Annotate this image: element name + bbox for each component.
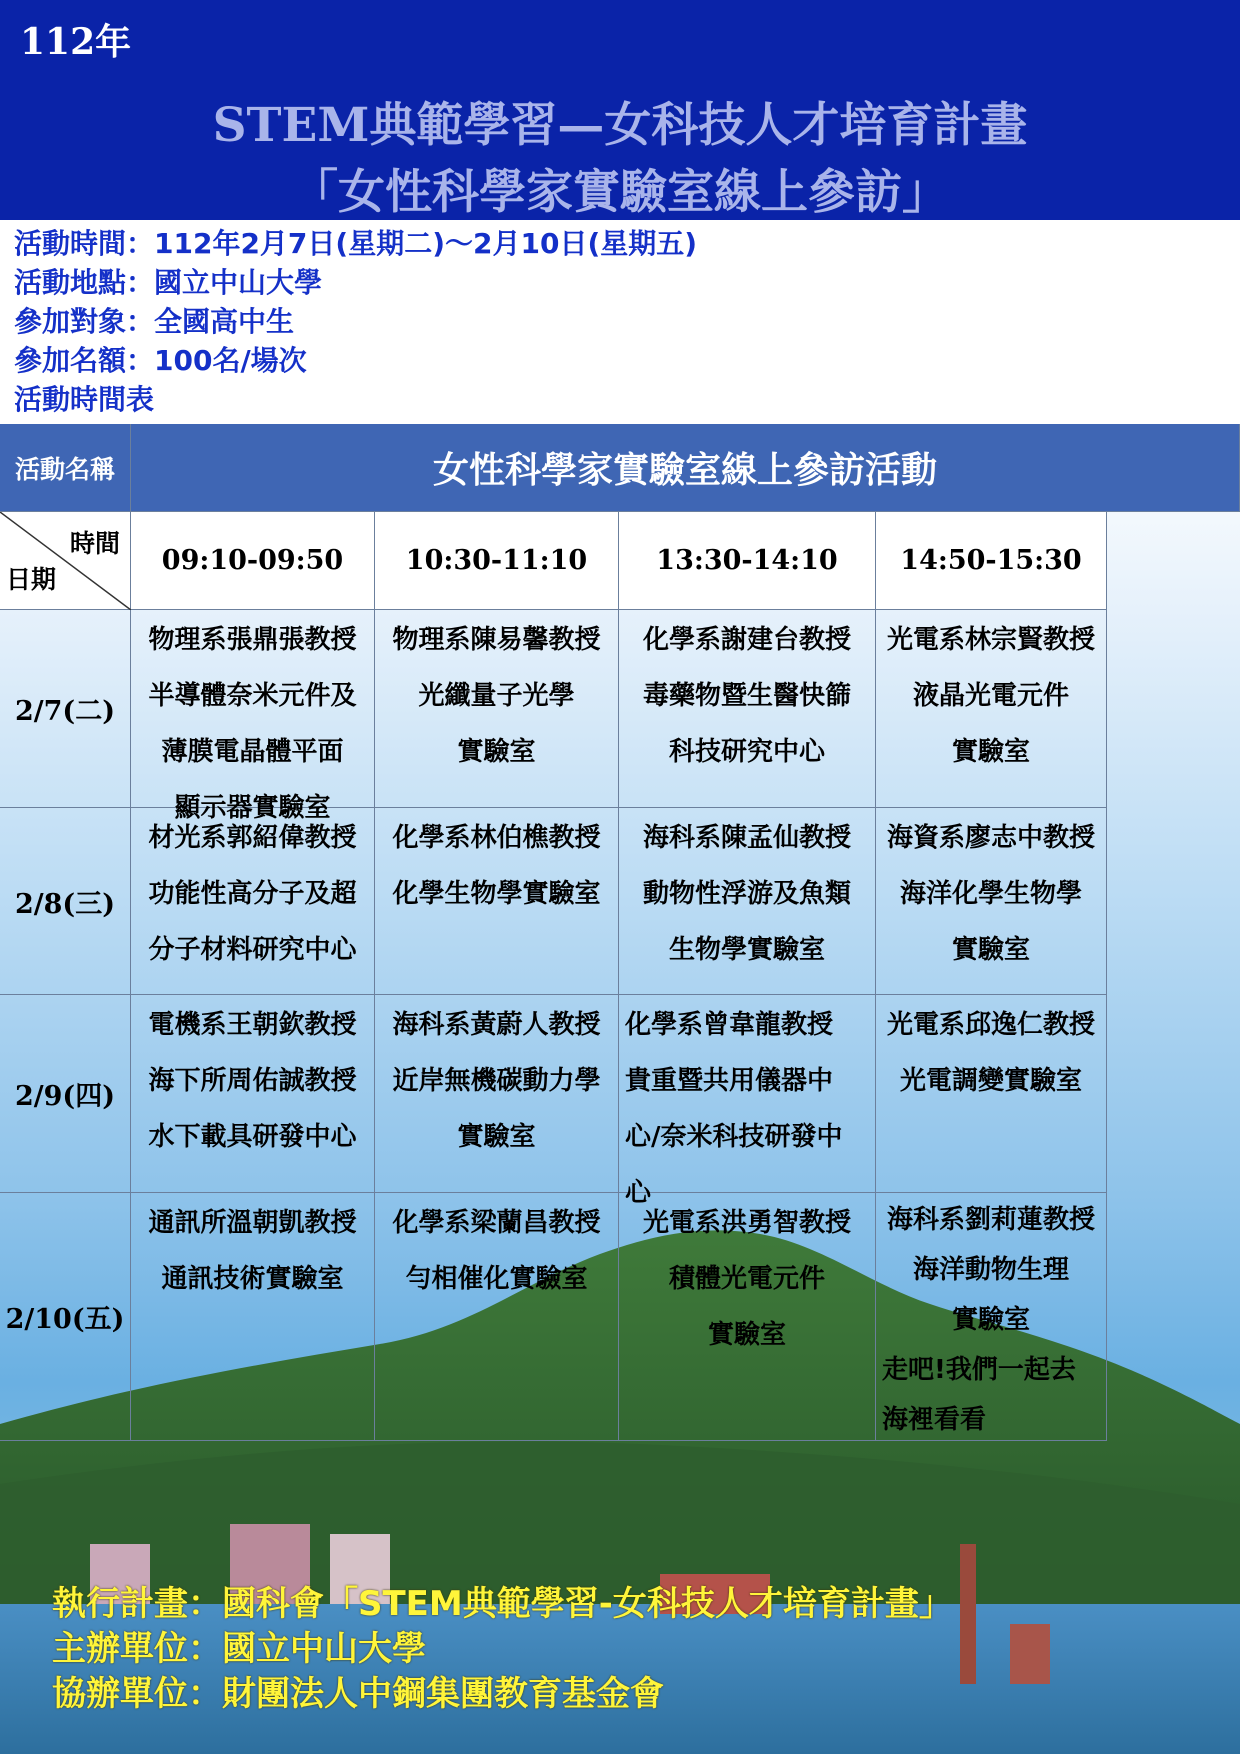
cell-line: 顯示器實驗室 [174,793,331,823]
cell-line: 薄膜電晶體平面 [161,737,344,767]
cell-line: 光電系林宗賢教授 [886,625,1095,655]
cell-line: 實驗室 [951,1305,1030,1335]
schedule-cell [131,808,375,995]
activity-name-label: 活動名稱 [14,454,115,484]
cell-line: 生物學實驗室 [668,935,825,965]
cell-line: 光電系洪勇智教授 [642,1208,851,1238]
cell-line: 動物性浮游及魚類 [642,879,851,909]
activity-title-header [131,424,1240,512]
cell-line: 海科系劉莉蓮教授 [886,1205,1095,1235]
cell-line: 化學系梁蘭昌教授 [392,1208,601,1238]
cell-line: 光纖量子光學 [418,681,575,711]
time-slot-4: 14:50-15:30 [876,512,1107,610]
date-cell: 2/10(五) [0,1193,131,1441]
schedule-cell [375,808,619,995]
cell-line: 水下載具研發中心 [148,1122,357,1152]
cell-line: 通訊技術實驗室 [161,1264,344,1294]
cell-line: 液晶光電元件 [912,681,1069,711]
cell-line: 通訊所溫朝凱教授 [148,1208,357,1238]
cell-line: 海科系陳孟仙教授 [642,823,851,853]
cell-line: 走吧!我們一起去 [882,1355,1076,1385]
cell-line: 實驗室 [457,737,536,767]
cell-line: 光電系邱逸仁教授 [886,1010,1095,1040]
cell-line: 化學系謝建台教授 [642,625,851,655]
cell-line: 電機系王朝欽教授 [148,1010,357,1040]
event-time: 活動時間：112年2月7日(星期二)～2月10日(星期五) [14,227,698,260]
time-slot-2: 10:30-11:10 [375,512,619,610]
schedule-cell [619,610,876,808]
schedule-cell [375,1193,619,1441]
cell-line: 科技研究中心 [668,737,825,767]
date-cell: 2/7(二) [0,610,131,808]
schedule-cell [375,995,619,1193]
cell-line: 海洋化學生物學 [899,879,1082,909]
activity-title: 女性科學家實驗室線上參訪活動 [432,450,937,491]
time-slot-1: 09:10-09:50 [131,512,375,610]
cell-line: 物理系陳易馨教授 [392,625,601,655]
date-cell: 2/9(四) [0,995,131,1193]
title-line-2: 「女性科學家實驗室線上參訪」 [291,165,949,220]
cell-line: 毒藥物暨生醫快篩 [642,681,851,711]
schedule-cell [876,1193,1107,1441]
schedule-cell [131,995,375,1193]
event-quota: 參加名額：100名/場次 [14,344,307,377]
corner-time-label: 時間 [70,529,121,558]
cell-line: 勻相催化實驗室 [405,1264,588,1294]
cell-line: 物理系張鼎張教授 [148,625,357,655]
event-info [14,224,697,419]
cell-line: 實驗室 [707,1320,786,1350]
cell-line: 化學系林伯樵教授 [392,823,601,853]
corner-cell [0,512,131,610]
organizer-line: 主辦單位：國立中山大學 [52,1629,426,1669]
cell-line: 化學生物學實驗室 [392,879,601,909]
cell-line: 化學系曾韋龍教授 [625,1010,834,1040]
schedule-cell [876,610,1107,808]
cell-line: 心 [625,1178,652,1208]
cell-line: 心/奈米科技研發中 [625,1122,843,1152]
schedule-cell [619,808,876,995]
co-organizer-line: 協辦單位：財團法人中鋼集團教育基金會 [52,1674,664,1714]
schedule-cell [619,1193,876,1441]
year-label: 112年 [20,21,132,63]
event-audience: 參加對象：全國高中生 [14,305,295,338]
corner-date-label: 日期 [6,565,57,594]
cell-line: 積體光電元件 [668,1264,825,1294]
executor-line: 執行計畫：國科會「STEM典範學習-女科技人才培育計畫」 [52,1584,953,1624]
schedule-cell [876,808,1107,995]
cell-line: 實驗室 [457,1122,536,1152]
schedule-cell [131,1193,375,1441]
cell-line: 近岸無機碳動力學 [392,1066,601,1096]
schedule-cell [619,995,876,1208]
cell-line: 海裡看看 [882,1405,987,1435]
cell-line: 海下所周佑誠教授 [148,1066,357,1096]
cell-line: 分子材料研究中心 [148,935,357,965]
cell-line: 海科系黃蔚人教授 [392,1010,601,1040]
cell-line: 海洋動物生理 [912,1255,1069,1285]
cell-line: 實驗室 [951,935,1030,965]
cell-line: 半導體奈米元件及 [148,681,357,711]
title-line-1: STEM典範學習—女科技人才培育計畫 [212,98,1028,153]
cell-line: 材光系郭紹偉教授 [148,823,357,853]
schedule-label: 活動時間表 [14,383,155,416]
footer-credits [52,1582,953,1717]
date-cell: 2/8(三) [0,808,131,995]
event-place: 活動地點：國立中山大學 [14,266,323,299]
schedule-cell [131,610,375,823]
schedule-cell [876,995,1107,1193]
cell-line: 光電調變實驗室 [899,1066,1082,1096]
cell-line: 功能性高分子及超 [148,879,357,909]
header-banner [0,0,1240,220]
schedule-table [0,424,1240,1562]
cell-line: 實驗室 [951,737,1030,767]
time-slot-3: 13:30-14:10 [619,512,876,610]
activity-name-header [0,424,131,512]
cell-line: 海資系廖志中教授 [886,823,1095,853]
cell-line: 貴重暨共用儀器中 [625,1066,834,1096]
schedule-cell [375,610,619,808]
